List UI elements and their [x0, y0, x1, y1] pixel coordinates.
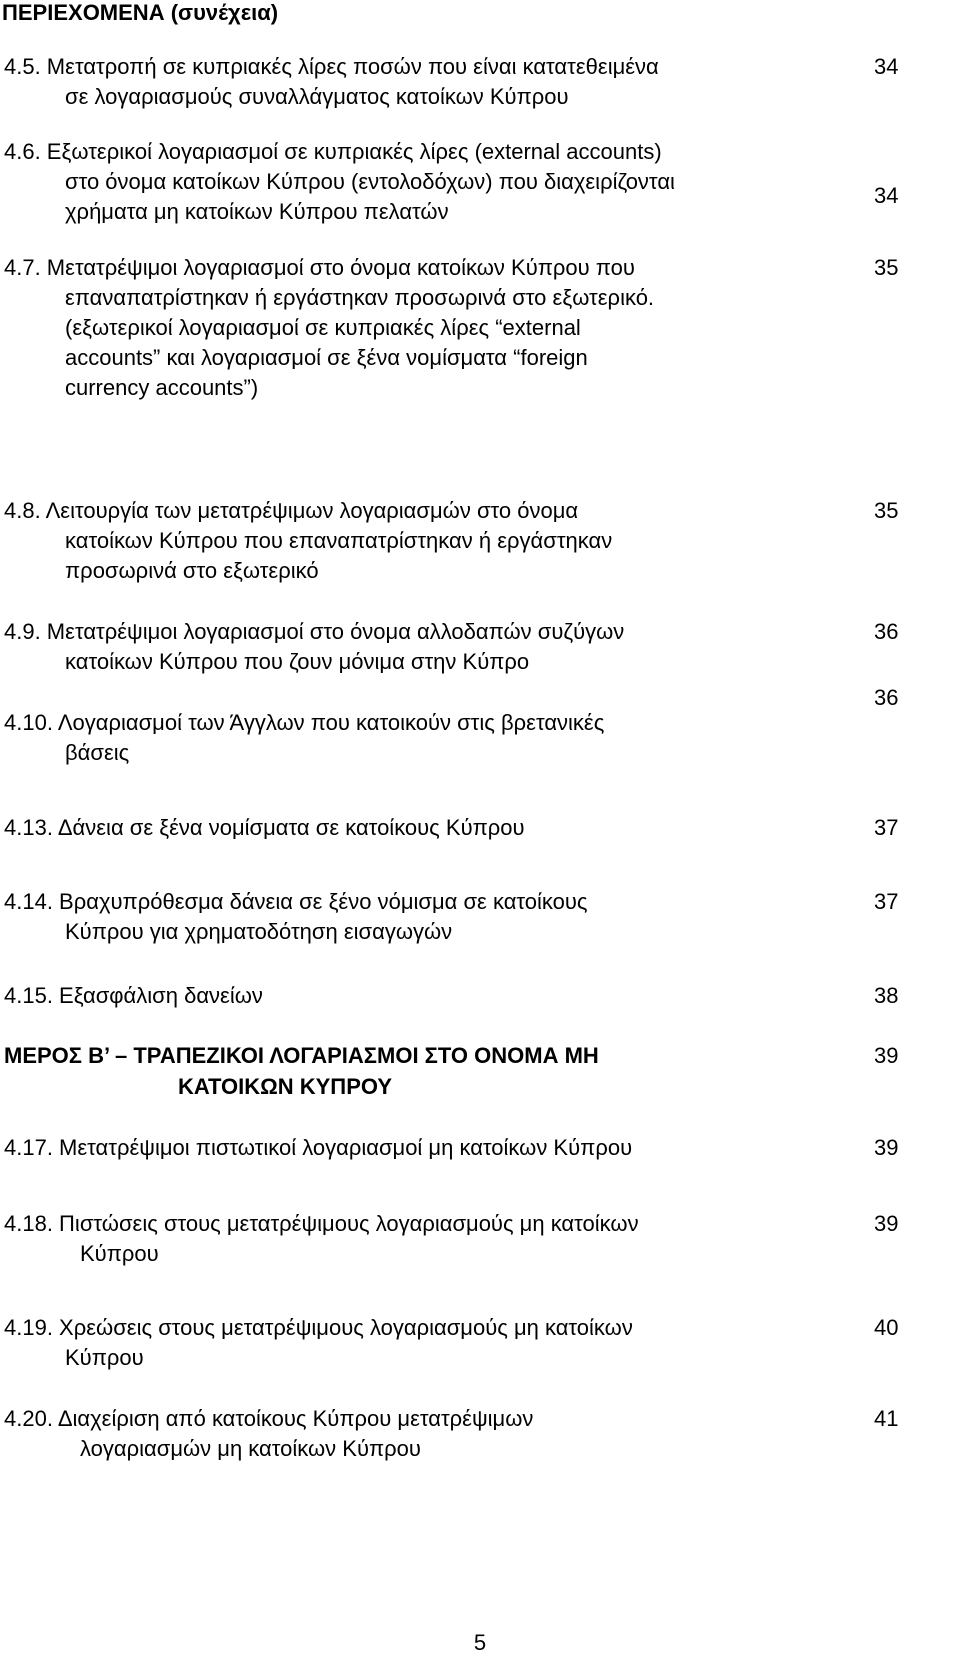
page-number-footer: 5	[473, 1630, 487, 1655]
entry-page-number: 35	[874, 498, 899, 523]
entry-title-line: 4.9. Μετατρέψιμοι λογαριασμοί στο όνομα αλλοδαπών συζύγων	[4, 619, 625, 644]
entry-title-line: βάσεις	[65, 740, 130, 765]
entry-title-line: επαναπατρίστηκαν ή εργάστηκαν προσωρινά στο εξωτερικό.	[65, 285, 655, 310]
entry-title-line: 4.15. Εξασφάλιση δανείων	[4, 983, 263, 1008]
entry-title-line: σε λογαριασμούς συναλλάγματος κατοίκων Κύπρου	[65, 84, 569, 109]
entry-title-line: κατοίκων Κύπρου που ζουν μόνιμα στην Κύπρο	[65, 649, 530, 674]
entry-title-line: 4.19. Χρεώσεις στους μετατρέψιμους λογαριασμούς μη κατοίκων	[4, 1315, 633, 1340]
entry-title-line: (εξωτερικοί λογαριασμοί σε κυπριακές λίρες “external	[65, 315, 581, 340]
entry-title-line: Κύπρου	[65, 1345, 144, 1370]
entry-title-line: 4.14. Βραχυπρόθεσμα δάνεια σε ξένο νόμισμα σε κατοίκους	[4, 889, 588, 914]
entry-title-line: currency accounts”)	[65, 375, 259, 400]
entry-title-line: 4.18. Πιστώσεις στους μετατρέψιμους λογαριασμούς μη κατοίκων	[4, 1211, 639, 1236]
entry-title-line: 4.8. Λειτουργία των μετατρέψιμων λογαριασμών στο όνομα	[4, 498, 579, 523]
entry-page-number: 41	[874, 1406, 899, 1431]
entry-title-line: χρήματα μη κατοίκων Κύπρου πελατών	[65, 199, 449, 224]
entry-title-line: 4.17. Μετατρέψιμοι πιστωτικοί λογαριασμοί μη κατοίκων Κύπρου	[4, 1135, 633, 1160]
entry-page-number: 34	[874, 54, 899, 79]
part-heading-line: ΜΕΡΟΣ Β’ – ΤΡΑΠΕΖΙΚΟΙ ΛΟΓΑΡΙΑΣΜΟΙ ΣΤΟ ΟΝΟΜΑ ΜΗ	[4, 1043, 599, 1068]
entry-title-line: Κύπρου για χρηματοδότηση εισαγωγών	[65, 919, 453, 944]
entry-title-line: 4.13. Δάνεια σε ξένα νομίσματα σε κατοίκους Κύπρου	[4, 815, 525, 840]
entry-title-line: στο όνομα κατοίκων Κύπρου (εντολοδόχων) που διαχειρίζονται	[65, 169, 675, 194]
entry-page-number: 38	[874, 983, 899, 1008]
entry-page-number: 36	[874, 685, 899, 710]
entry-page-number: 37	[874, 815, 899, 840]
entry-page-number: 37	[874, 889, 899, 914]
entry-title-line: 4.6. Εξωτερικοί λογαριασμοί σε κυπριακές λίρες (external accounts)	[4, 139, 662, 164]
entry-page-number: 39	[874, 1211, 899, 1236]
entry-title-line: προσωρινά στο εξωτερικό	[65, 558, 319, 583]
entry-title-line: 4.10. Λογαριασμοί των Άγγλων που κατοικούν στις βρετανικές	[4, 710, 605, 735]
entry-page-number: 34	[874, 183, 899, 208]
entry-title-line: λογαριασμών μη κατοίκων Κύπρου	[80, 1436, 421, 1461]
entry-page-number: 35	[874, 255, 899, 280]
entry-page-number: 39	[874, 1043, 899, 1068]
entry-title-line: accounts” και λογαριασμοί σε ξένα νομίσματα “foreign	[65, 345, 588, 370]
entry-title-line: 4.5. Μετατροπή σε κυπριακές λίρες ποσών που είναι κατατεθειμένα	[4, 54, 659, 79]
entry-title-line: Κύπρου	[80, 1241, 159, 1266]
entry-page-number: 39	[874, 1135, 899, 1160]
toc-heading: ΠΕΡΙΕΧΟΜΕΝΑ (συνέχεια)	[2, 0, 279, 25]
entry-title-line: 4.7. Μετατρέψιμοι λογαριασμοί στο όνομα κατοίκων Κύπρου που	[4, 255, 635, 280]
entry-page-number: 40	[874, 1315, 899, 1340]
entry-title-line: 4.20. Διαχείριση από κατοίκους Κύπρου μετατρέψιμων	[4, 1406, 534, 1431]
entry-title-line: κατοίκων Κύπρου που επαναπατρίστηκαν ή εργάστηκαν	[65, 528, 613, 553]
part-heading-line: ΚΑΤΟΙΚΩΝ ΚΥΠΡΟΥ	[178, 1074, 393, 1099]
entry-page-number: 36	[874, 619, 899, 644]
